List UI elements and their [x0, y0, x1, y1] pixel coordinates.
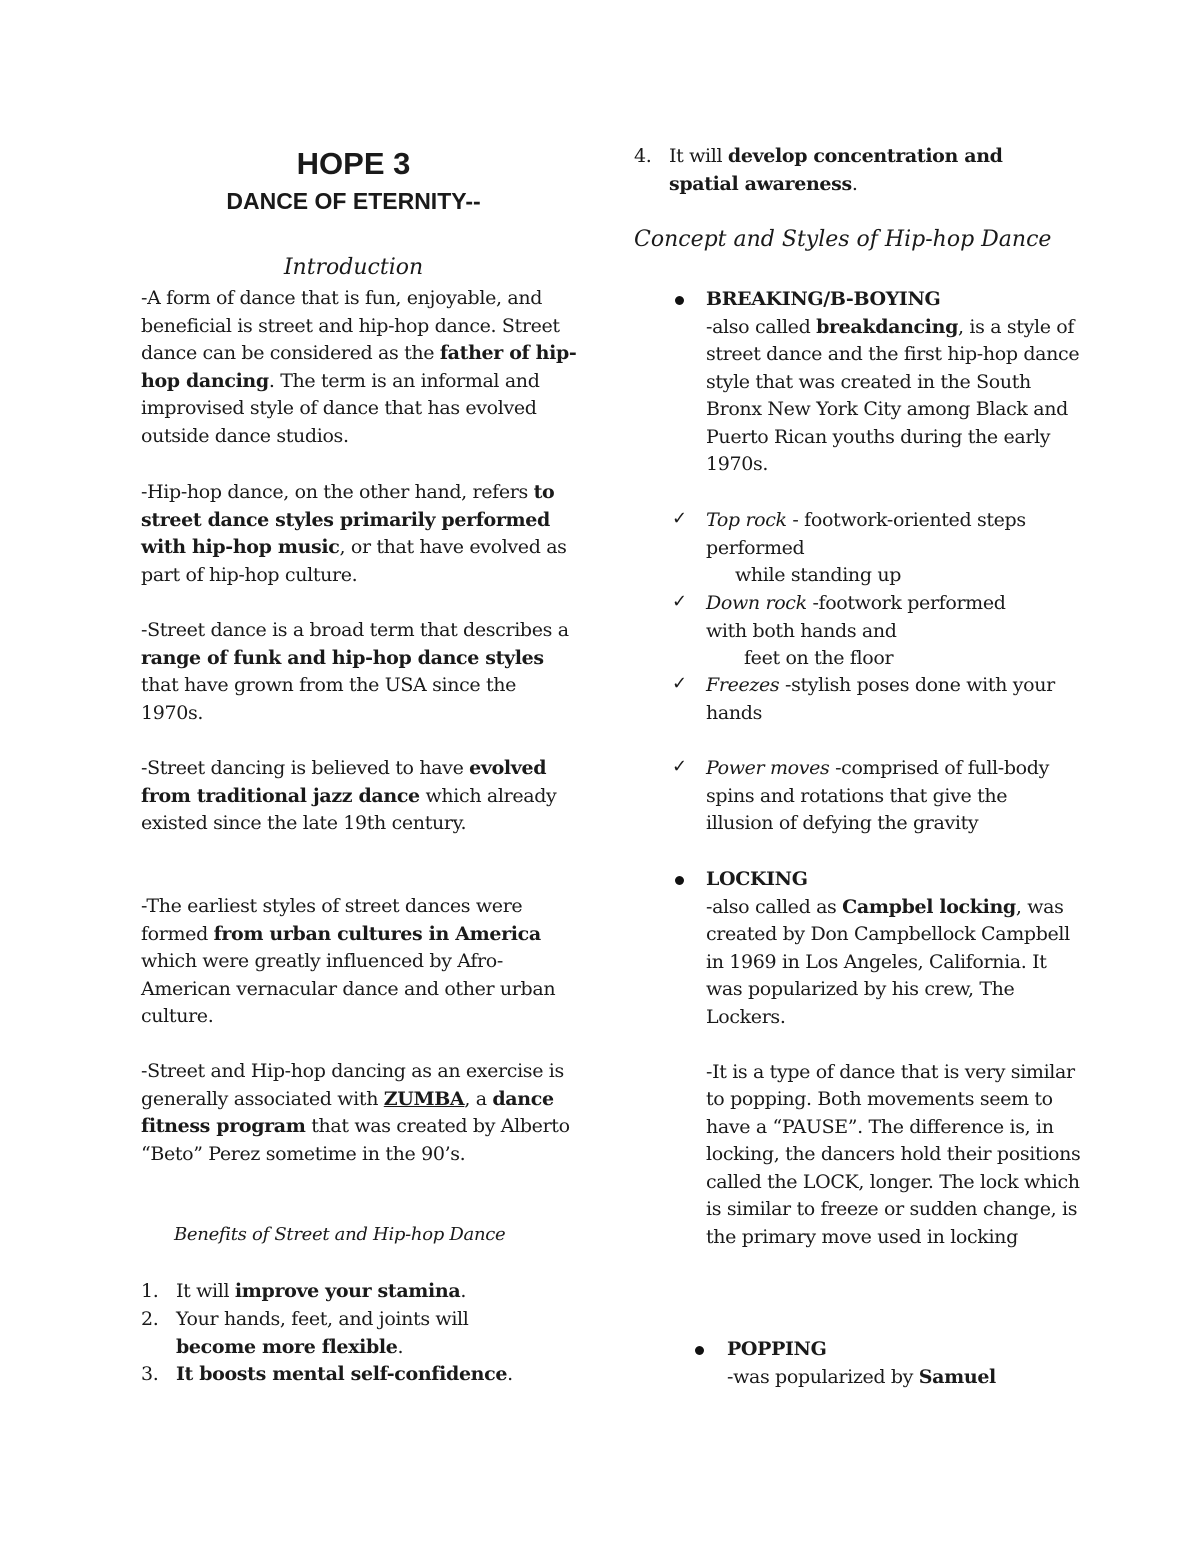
bullet-icon: [675, 876, 684, 885]
benefit-item-4: 4. It will develop concentration and spatial awareness.: [634, 145, 1003, 195]
locking-description: -also called as Campbel locking, was created by Don Campbellock Campbell in 1969 in Los Angeles, California. It was popularized by his crew, The Lockers.: [706, 895, 1070, 1028]
popping-title: POPPING: [727, 1338, 827, 1360]
bullet-icon: [695, 1346, 704, 1355]
intro-paragraph-5: -The earliest styles of street dances were formed from urban cultures in America which were greatly influenced by Afro-American vernacular dance and other urban culture.: [141, 895, 556, 1027]
checkmark-icon: ✓: [672, 673, 688, 694]
intro-paragraph-1: -A form of dance that is fun, enjoyable, and beneficial is street and hip-hop dance. Street dance can be considered as the father of hip-hop dancing. The term is an informal and improvised style of dance that has evolved outside dance studios.: [141, 287, 577, 447]
move-top-rock: Top rock - footwork-oriented steps performed while standing up: [706, 509, 1026, 586]
checkmark-icon: ✓: [672, 508, 688, 529]
benefit-item-3: 3. It boosts mental self-confidence.: [176, 1361, 596, 1389]
zumba-link: ZUMBA: [383, 1087, 465, 1110]
move-power-moves: Power moves -comprised of full-body spins and rotations that give the illusion of defying the gravity: [706, 757, 1049, 834]
checkmark-icon: ✓: [672, 756, 688, 777]
breaking-title: BREAKING/B-BOYING: [706, 288, 941, 310]
document-title: HOPE 3: [296, 146, 411, 181]
benefit-number: 2.: [141, 1308, 159, 1330]
intro-paragraph-6: -Street and Hip-hop dancing as an exercise is generally associated with ZUMBA, a dance fitness program that was created by Alberto “Beto” Perez sometime in the 90’s.: [141, 1060, 570, 1165]
intro-paragraph-3: -Street dance is a broad term that describes a range of funk and hip-hop dance styles that have grown from the USA since the 1970s.: [141, 619, 569, 724]
locking-description-2: -It is a type of dance that is very similar to popping. Both movements seem to have a “PAUSE”. The difference is, in locking, the dancers hold their positions called the LOCK, longer. The lock which is similar to freeze or sudden change, is the primary move used in locking: [706, 1060, 1081, 1248]
intro-paragraph-4: -Street dancing is believed to have evolved from traditional jazz dance which already existed since the late 19th century.: [141, 757, 557, 834]
document-subtitle: DANCE OF ETERNITY--: [226, 188, 481, 214]
introduction-heading: Introduction: [283, 255, 424, 280]
breaking-section: [706, 286, 1086, 479]
benefit-item-2: 2. Your hands, feet, and joints will become more flexible.: [141, 1308, 469, 1358]
locking-title: LOCKING: [706, 868, 808, 890]
benefit-number: 1.: [141, 1280, 159, 1302]
bullet-icon: [675, 296, 684, 305]
concept-heading: Concept and Styles of Hip-hop Dance: [634, 227, 1052, 252]
move-down-rock: Down rock -footwork performed with both hands and feet on the floor: [706, 592, 1006, 669]
benefit-number: 4.: [634, 145, 652, 167]
checkmark-icon: ✓: [672, 591, 688, 612]
intro-paragraph-2: -Hip-hop dance, on the other hand, refers to street dance styles primarily performed with hip-hop music, or that have evolved as part of hip-hop culture.: [141, 481, 567, 586]
benefit-number: 3.: [141, 1363, 159, 1385]
breaking-description: -also called breakdancing, is a style of street dance and the first hip-hop dance style that was created in the South Bronx New York City among Black and Puerto Rican youths during the early 1970s.: [706, 315, 1080, 475]
popping-section: [727, 1336, 1087, 1391]
benefits-heading: Benefits of Street and Hip-hop Dance: [174, 1224, 506, 1245]
locking-section: [706, 866, 1081, 1251]
popping-description: -was popularized by Samuel: [727, 1365, 996, 1388]
move-freezes: Freezes -stylish poses done with your hands: [706, 674, 1055, 724]
benefit-item-1: 1. It will improve your stamina.: [176, 1278, 596, 1306]
